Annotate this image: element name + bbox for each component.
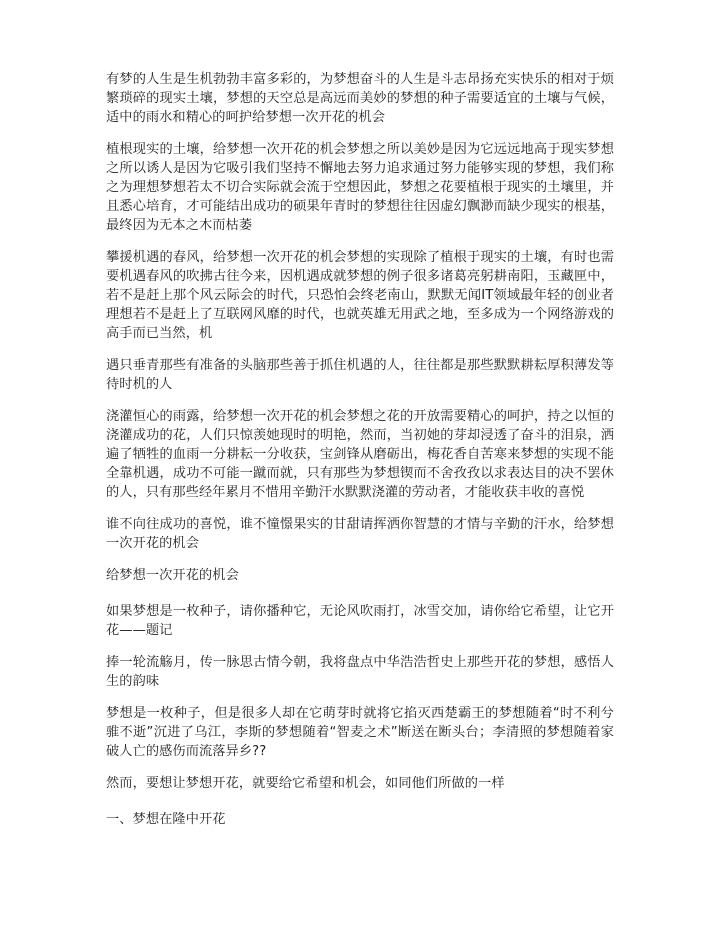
paragraph-reality-soil: 植根现实的土壤，给梦想一次开花的机会梦想之所以美妙是因为它远远地高于现实梦想之所以诱人是因为它吸引我们坚持不懈地去努力追求通过努力能够实现的梦想，我们称之为理想梦想若太不切合实际就会流于空想因此，梦想之花要植根于现实的土壤里，并且悉心培育，才可能结出成功的硕果年青时的梦想往往因虚幻飘渺而缺少现实的根基，最终因为无本之木而枯萎 xyxy=(106,142,614,233)
paragraph-however: 然而，要想让梦想开花，就要给它希望和机会，如同他们所做的一样 xyxy=(106,776,505,791)
paragraph-epigraph: 如果梦想是一枚种子，请你播种它，无论风吹雨打，冰雪交加，请你给它希望，让它开花——题记 xyxy=(106,604,614,638)
subsection-heading: 一、梦想在隆中开花 xyxy=(106,812,226,827)
paragraph-history: 捧一轮流觞月，传一脉思古情今朝，我将盘点中华浩浩哲史上那些开花的梦想，感悟人生的韵味 xyxy=(106,655,614,689)
paragraph-intro: 有梦的人生是生机勃勃丰富多彩的，为梦想奋斗的人生是斗志昂扬充实快乐的相对于烦繁琐碎的现实土壤，梦想的天空总是高远而美妙的梦想的种子需要适宜的土壤与气候，适中的雨水和精心的呵护给梦想一次开花的机会 xyxy=(106,72,614,125)
paragraph-opportunity-wind: 攀援机遇的春风，给梦想一次开花的机会梦想的实现除了植根于现实的土壤，有时也需要机遇春风的吹拂古往今来，因机遇成就梦想的例子很多诸葛亮躬耕南阳，玉藏匣中，若不是赶上那个风云际会的时代，只恐怕会终老南山，默默无闻IT领域最年轻的创业者理想若不是赶上了互联网风靡的时代，也就英雄无用武之地，至多成为一个网络游戏的高手而已当然，机 xyxy=(106,250,614,341)
paragraph-success-joy: 谁不向往成功的喜悦，谁不憧憬果实的甘甜请挥洒你智慧的才情与辛勤的汗水，给梦想一次开花的机会 xyxy=(106,517,614,551)
paragraph-seed: 梦想是一枚种子，但是很多人却在它萌芽时就将它掐灭西楚霸王的梦想随着“时不利兮骓不逝”沉进了乌江，李斯的梦想随着“智麦之术”断送在断头台；李清照的梦想随着家破人亡的感伤而流落异乡?? xyxy=(106,706,614,759)
document-body xyxy=(106,70,614,846)
paragraph-prepared-mind: 遇只垂青那些有准备的头脑那些善于抓住机遇的人，往往都是那些默默耕耘厚积薄发等待时机的人 xyxy=(106,358,614,392)
paragraph-perseverance-rain: 浇灌恒心的雨露，给梦想一次开花的机会梦想之花的开放需要精心的呵护，持之以恒的浇灌成功的花，人们只惊羡她现时的明艳，然而，当初她的芽却浸透了奋斗的泪泉，洒遍了牺牲的血雨一分耕耘一分收获，宝剑锋从磨砺出，梅花香自苦寒来梦想的实现不能全靠机遇，成功不可能一蹴而就，只有那些为梦想锲而不舍孜孜以求表达目的决不罢休的人，只有那些经年累月不惜用辛勤汗水默默浇灌的劳动者，才能收获丰收的喜悦 xyxy=(106,409,614,500)
section-title: 给梦想一次开花的机会 xyxy=(106,568,239,583)
